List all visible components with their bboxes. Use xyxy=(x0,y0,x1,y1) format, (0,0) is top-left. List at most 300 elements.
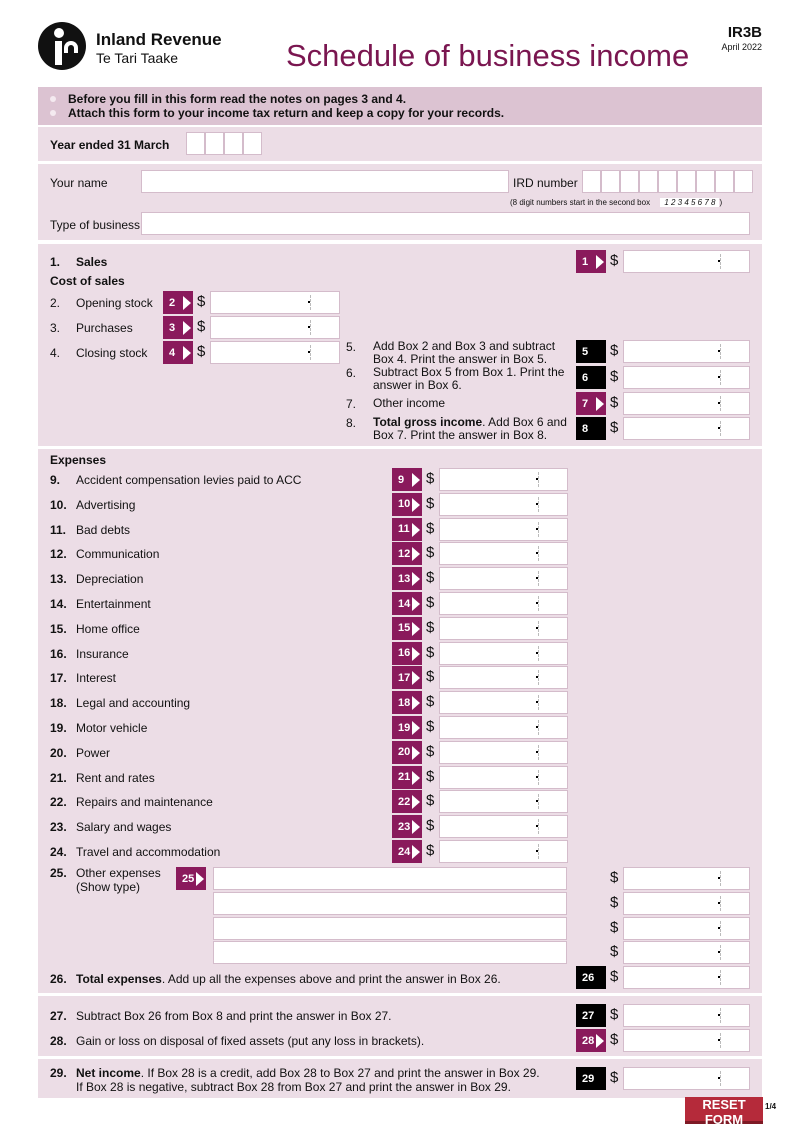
business-label: Type of business xyxy=(50,218,141,232)
arrow-icon xyxy=(412,696,420,710)
arrow-icon xyxy=(412,746,420,760)
box-number: 21 xyxy=(398,771,411,784)
amount-input-12[interactable] xyxy=(439,542,568,565)
box-label-28 xyxy=(576,1029,606,1052)
amount-input-4[interactable] xyxy=(210,341,340,364)
item-number: 12. xyxy=(50,547,67,562)
dollar-sign: $ xyxy=(426,693,435,711)
item-number: 25. xyxy=(50,866,67,880)
decimal-point xyxy=(718,951,720,953)
item-number: 19. xyxy=(50,721,67,735)
cents-separator xyxy=(720,921,721,936)
business-input[interactable] xyxy=(141,212,750,235)
name-input[interactable] xyxy=(141,170,509,193)
amount-input-1[interactable] xyxy=(623,250,750,273)
box-label-3 xyxy=(163,316,193,339)
box-number: 17 xyxy=(398,671,411,684)
reset-form-button[interactable]: RESET FORM xyxy=(685,1097,763,1124)
item-bold: Total expenses xyxy=(76,972,162,986)
box-number: 29 xyxy=(582,1072,595,1085)
arrow-icon xyxy=(412,771,420,785)
box-label-13 xyxy=(392,567,422,590)
dollar-sign: $ xyxy=(610,342,619,359)
box-number: 1 xyxy=(582,255,589,268)
box-label-23 xyxy=(392,815,422,838)
amount-input-6[interactable] xyxy=(623,366,750,389)
decimal-point xyxy=(718,376,720,378)
decimal-point xyxy=(718,350,720,352)
decimal-point xyxy=(536,528,538,530)
decimal-point xyxy=(536,825,538,827)
decimal-point xyxy=(718,902,720,904)
decimal-point xyxy=(718,1039,720,1041)
item-number: 6. xyxy=(346,366,357,380)
item-label: Advertising xyxy=(76,497,136,512)
arrow-icon xyxy=(412,647,420,661)
dollar-sign: $ xyxy=(197,343,206,360)
decimal-point xyxy=(718,427,720,429)
dollar-sign: $ xyxy=(426,544,435,562)
dollar-sign: $ xyxy=(610,918,619,936)
box-label-15 xyxy=(392,617,422,640)
item-number: 11. xyxy=(50,522,67,537)
box-label-10 xyxy=(392,493,422,516)
box-number: 14 xyxy=(398,597,411,610)
arrow-icon xyxy=(596,255,604,269)
item-label: Opening stock xyxy=(76,296,153,310)
org-maori-name: Te Tari Taake xyxy=(96,50,178,66)
cents-separator xyxy=(538,670,539,685)
box-label-7 xyxy=(576,392,606,415)
dollar-sign: $ xyxy=(426,569,435,587)
amount-input-27[interactable] xyxy=(623,1004,750,1027)
box-label-8 xyxy=(576,417,606,440)
other-expense-type-input[interactable] xyxy=(213,917,567,940)
other-expense-amount-input[interactable] xyxy=(623,892,750,915)
cost-of-sales-heading: Cost of sales xyxy=(50,274,125,288)
item-number: 23. xyxy=(50,820,67,835)
amount-input-15[interactable] xyxy=(439,617,568,640)
box-label-5 xyxy=(576,340,606,363)
item-text: . Add up all the expenses above and print the answer in Box 26. xyxy=(161,972,501,986)
box-number: 25 xyxy=(182,872,195,885)
item-sublabel: (Show type) xyxy=(76,880,141,894)
ird-digit-input[interactable] xyxy=(734,170,753,193)
box-label-4 xyxy=(163,341,193,364)
item-number: 28. xyxy=(50,1034,67,1048)
amount-input-3[interactable] xyxy=(210,316,340,339)
item-number: 14. xyxy=(50,597,67,611)
cents-separator xyxy=(720,344,721,359)
dollar-sign: $ xyxy=(426,842,435,859)
ird-hint-end: ) xyxy=(719,198,723,207)
arrow-icon xyxy=(412,622,420,636)
note: Before you fill in this form read the notes on pages 3 and 4. xyxy=(68,92,407,106)
year-digit-input[interactable] xyxy=(186,132,205,155)
dollar-sign: $ xyxy=(426,767,435,785)
name-label: Your name xyxy=(50,176,108,190)
dollar-sign: $ xyxy=(610,893,619,911)
item-label: Power xyxy=(76,745,111,760)
item-label: Other expenses xyxy=(76,866,161,880)
arrow-icon xyxy=(412,597,420,611)
item-description xyxy=(373,366,564,392)
item-number: 29. xyxy=(50,1066,67,1080)
ird-digit-input[interactable] xyxy=(620,170,639,193)
item-line: . If Box 28 is a credit, add Box 28 to Box 27 and print the answer in Box 29. xyxy=(140,1066,540,1080)
box-number: 6 xyxy=(582,371,589,384)
page-title: Schedule of business income xyxy=(286,38,690,73)
box-number: 15 xyxy=(398,622,411,635)
amount-input-11[interactable] xyxy=(439,518,568,541)
dollar-sign: $ xyxy=(610,394,619,411)
decimal-point xyxy=(536,676,538,678)
amount-input-19[interactable] xyxy=(439,716,568,739)
item-label: Accident compensation levies paid to ACC xyxy=(76,473,302,487)
decimal-point xyxy=(718,877,720,879)
bullet-icon xyxy=(50,96,56,102)
ird-hint-digits: 1 2 3 4 5 6 7 8 xyxy=(660,198,719,207)
dollar-sign: $ xyxy=(426,792,435,810)
amount-input-8[interactable] xyxy=(623,417,750,440)
box-number: 10 xyxy=(398,498,411,511)
item-line: Add Box 2 and Box 3 and subtract xyxy=(373,339,556,353)
cents-separator xyxy=(538,819,539,834)
cents-separator xyxy=(310,345,311,360)
dollar-sign: $ xyxy=(426,519,435,537)
box-number: 27 xyxy=(582,1009,595,1022)
item-number: 15. xyxy=(50,621,67,636)
other-expense-type-input[interactable] xyxy=(213,892,567,915)
logo-icon xyxy=(38,22,86,70)
item-line: Box 4. Print the answer in Box 5. xyxy=(373,352,548,366)
item-label: Communication xyxy=(76,547,160,562)
item-label: Home office xyxy=(76,621,140,636)
dollar-sign: $ xyxy=(426,643,435,661)
box-number: 26 xyxy=(582,971,595,984)
ird-hint xyxy=(510,198,722,207)
dollar-sign: $ xyxy=(610,968,619,985)
box-number: 5 xyxy=(582,345,589,358)
dollar-sign: $ xyxy=(610,1031,619,1048)
arrow-icon xyxy=(412,845,420,859)
bullet-icon xyxy=(50,110,56,116)
cents-separator xyxy=(720,896,721,911)
dollar-sign: $ xyxy=(426,618,435,636)
org-name: Inland Revenue xyxy=(96,30,222,49)
box-label-9 xyxy=(392,468,422,491)
page-number: 1/4 xyxy=(765,1102,777,1111)
cents-separator xyxy=(310,295,311,310)
total-expenses-text xyxy=(76,972,501,986)
box-label-24 xyxy=(392,840,422,863)
decimal-point xyxy=(308,351,310,353)
amount-input-13[interactable] xyxy=(439,567,568,590)
item-number: 4. xyxy=(50,346,61,360)
box-number: 7 xyxy=(582,397,589,410)
item-label: Salary and wages xyxy=(76,820,172,835)
cents-separator xyxy=(538,571,539,586)
item-label: Legal and accounting xyxy=(76,696,191,711)
item-number: 16. xyxy=(50,646,67,661)
amount-input-23[interactable] xyxy=(439,815,568,838)
item-label: Motor vehicle xyxy=(76,721,148,735)
amount-input-14[interactable] xyxy=(439,592,568,615)
amount-input-20[interactable] xyxy=(439,741,568,764)
item-label: Closing stock xyxy=(76,346,148,360)
cents-separator xyxy=(538,546,539,561)
ird-digit-input[interactable] xyxy=(601,170,620,193)
arrow-icon xyxy=(183,346,191,360)
dollar-sign: $ xyxy=(197,293,206,310)
cents-separator xyxy=(538,794,539,809)
decimal-point xyxy=(536,627,538,629)
decimal-point xyxy=(718,1014,720,1016)
amount-input-21[interactable] xyxy=(439,766,568,789)
item-line: If Box 28 is negative, subtract Box 28 from Box 27 and print the answer in Box 29. xyxy=(76,1080,511,1094)
expenses-heading: Expenses xyxy=(50,453,107,467)
sales-label: Sales xyxy=(76,255,108,269)
item-line: Other income xyxy=(373,396,446,410)
box-label-22 xyxy=(392,790,422,813)
item-label: Interest xyxy=(76,671,117,686)
dollar-sign: $ xyxy=(610,1069,619,1086)
dollar-sign: $ xyxy=(426,718,435,735)
item-label: Gain or loss on disposal of fixed assets (put any loss in brackets). xyxy=(76,1034,425,1048)
box-label-21 xyxy=(392,766,422,789)
decimal-point xyxy=(718,402,720,404)
arrow-icon xyxy=(196,872,204,886)
dollar-sign: $ xyxy=(426,470,435,487)
box-label-1 xyxy=(576,250,606,273)
ird-digit-input[interactable] xyxy=(582,170,601,193)
arrow-icon xyxy=(596,397,604,411)
item-line: . Add Box 6 and xyxy=(482,415,567,429)
cents-separator xyxy=(720,370,721,385)
box-number: 23 xyxy=(398,820,411,833)
item-label: Purchases xyxy=(76,321,133,335)
amount-input-29[interactable] xyxy=(623,1067,750,1090)
item-label: Travel and accommodation xyxy=(76,845,221,859)
item-label: Entertainment xyxy=(76,597,151,611)
item-number: 24. xyxy=(50,845,67,859)
cents-separator xyxy=(720,1071,721,1086)
cents-separator xyxy=(538,472,539,487)
amount-input-5[interactable] xyxy=(623,340,750,363)
item-number: 20. xyxy=(50,745,67,760)
box-label-16 xyxy=(392,642,422,665)
other-expense-amount-input[interactable] xyxy=(623,941,750,964)
item-number: 10. xyxy=(50,497,67,512)
ird-digit-input[interactable] xyxy=(715,170,734,193)
decimal-point xyxy=(536,503,538,505)
dollar-sign: $ xyxy=(426,594,435,611)
box-label-27 xyxy=(576,1004,606,1027)
box-label-12 xyxy=(392,542,422,565)
other-expense-amount-input[interactable] xyxy=(623,917,750,940)
decimal-point xyxy=(536,652,538,654)
box-number: 9 xyxy=(398,473,405,486)
box-label-26 xyxy=(576,966,606,989)
cents-separator xyxy=(538,497,539,512)
item-number: 5. xyxy=(346,340,357,354)
amount-input-16[interactable] xyxy=(439,642,568,665)
amount-input-26[interactable] xyxy=(623,966,750,989)
arrow-icon xyxy=(412,820,420,834)
decimal-point xyxy=(718,976,720,978)
dollar-sign: $ xyxy=(610,368,619,385)
cents-separator xyxy=(538,596,539,611)
arrow-icon xyxy=(412,795,420,809)
decimal-point xyxy=(718,1077,720,1079)
amount-input-2[interactable] xyxy=(210,291,340,314)
cents-separator xyxy=(538,695,539,710)
amount-input-10[interactable] xyxy=(439,493,568,516)
arrow-icon xyxy=(412,473,420,487)
box-label-14 xyxy=(392,592,422,615)
cents-separator xyxy=(310,320,311,335)
decimal-point xyxy=(536,478,538,480)
cents-separator xyxy=(538,522,539,537)
item-label: Bad debts xyxy=(76,522,131,537)
net-income-text xyxy=(76,1066,540,1094)
item-number: 13. xyxy=(50,572,67,587)
dollar-sign: $ xyxy=(610,419,619,436)
item-number: 3. xyxy=(50,321,61,335)
box-number: 12 xyxy=(398,547,411,560)
amount-input-17[interactable] xyxy=(439,666,568,689)
decimal-point xyxy=(536,850,538,852)
item-number: 9. xyxy=(50,473,61,487)
item-number: 2. xyxy=(50,296,61,310)
item-number: 17. xyxy=(50,671,67,686)
cents-separator xyxy=(720,396,721,411)
dollar-sign: $ xyxy=(426,817,435,835)
arrow-icon xyxy=(412,572,420,586)
decimal-point xyxy=(536,701,538,703)
cents-separator xyxy=(720,1033,721,1048)
item-description xyxy=(373,397,445,410)
year-digit-input[interactable] xyxy=(205,132,224,155)
box-number: 3 xyxy=(169,321,176,334)
box-number: 24 xyxy=(398,845,411,858)
ird-digit-input[interactable] xyxy=(677,170,696,193)
item-bold: Total gross income xyxy=(373,415,483,429)
dollar-sign: $ xyxy=(426,668,435,686)
item-label: Depreciation xyxy=(76,572,144,587)
item-number: 27. xyxy=(50,1009,67,1023)
item-line: Box 7. Print the answer in Box 8. xyxy=(373,428,548,442)
item-label: Repairs and maintenance xyxy=(76,795,213,810)
arrow-icon xyxy=(412,671,420,685)
decimal-point xyxy=(718,260,720,262)
decimal-point xyxy=(536,726,538,728)
amount-input-18[interactable] xyxy=(439,691,568,714)
item-description xyxy=(373,340,555,366)
cents-separator xyxy=(538,745,539,760)
decimal-point xyxy=(536,602,538,604)
other-expense-type-input[interactable] xyxy=(213,941,567,964)
dollar-sign: $ xyxy=(610,943,619,961)
dollar-sign: $ xyxy=(197,318,206,335)
amount-input-7[interactable] xyxy=(623,392,750,415)
cents-separator xyxy=(538,844,539,859)
cents-separator xyxy=(720,945,721,960)
item-number: 7. xyxy=(346,397,357,411)
ird-label: IRD number xyxy=(513,176,578,190)
box-number: 20 xyxy=(398,746,411,759)
box-number: 28 xyxy=(582,1034,595,1047)
dollar-sign: $ xyxy=(610,1006,619,1023)
box-label-17 xyxy=(392,666,422,689)
arrow-icon xyxy=(412,547,420,561)
form-date: April 2022 xyxy=(721,42,762,52)
dollar-sign: $ xyxy=(426,494,435,512)
ird-hint-text: (8 digit numbers start in the second box xyxy=(510,198,651,207)
box-number: 11 xyxy=(398,523,410,536)
item-line: Subtract Box 5 from Box 1. Print the xyxy=(373,365,565,379)
arrow-icon xyxy=(412,523,420,537)
amount-input-9[interactable] xyxy=(439,468,568,491)
year-digit-input[interactable] xyxy=(243,132,262,155)
amount-input-22[interactable] xyxy=(439,790,568,813)
year-digit-input[interactable] xyxy=(224,132,243,155)
other-expense-type-input[interactable] xyxy=(213,867,567,890)
amount-input-24[interactable] xyxy=(439,840,568,863)
box-number: 2 xyxy=(169,296,176,309)
decimal-point xyxy=(308,301,310,303)
item-number: 26. xyxy=(50,972,67,986)
item-number: 8. xyxy=(346,416,357,430)
box-number: 19 xyxy=(398,721,411,734)
decimal-point xyxy=(536,552,538,554)
form-code: IR3B xyxy=(727,24,762,41)
box-label-20 xyxy=(392,741,422,764)
decimal-point xyxy=(536,800,538,802)
cents-separator xyxy=(720,1008,721,1023)
box-number: 16 xyxy=(398,647,411,660)
item-label: Rent and rates xyxy=(76,770,155,785)
item-number: 22. xyxy=(50,795,67,810)
item-number: 21. xyxy=(50,770,67,785)
ird-digit-input[interactable] xyxy=(639,170,658,193)
year-label: Year ended 31 March xyxy=(50,138,170,152)
arrow-icon xyxy=(596,1034,604,1048)
box-label-19 xyxy=(392,716,422,739)
cents-separator xyxy=(720,254,721,269)
arrow-icon xyxy=(183,321,191,335)
note: Attach this form to your income tax return and keep a copy for your records. xyxy=(68,106,505,120)
ird-digit-input[interactable] xyxy=(696,170,715,193)
other-expense-amount-input[interactable] xyxy=(623,867,750,890)
box-number: 13 xyxy=(398,572,411,585)
item-line: answer in Box 6. xyxy=(373,378,462,392)
item-label: Subtract Box 26 from Box 8 and print the answer in Box 27. xyxy=(76,1009,392,1023)
cents-separator xyxy=(538,646,539,661)
box-number: 22 xyxy=(398,795,411,808)
item-bold: Net income xyxy=(76,1066,141,1080)
dollar-sign: $ xyxy=(426,742,435,760)
box-label-11 xyxy=(392,518,422,541)
box-label-2 xyxy=(163,291,193,314)
item-description xyxy=(373,416,567,442)
arrow-icon xyxy=(412,721,420,735)
ird-digit-input[interactable] xyxy=(658,170,677,193)
decimal-point xyxy=(536,577,538,579)
amount-input-28[interactable] xyxy=(623,1029,750,1052)
cents-separator xyxy=(720,970,721,985)
box-number: 4 xyxy=(169,346,176,359)
